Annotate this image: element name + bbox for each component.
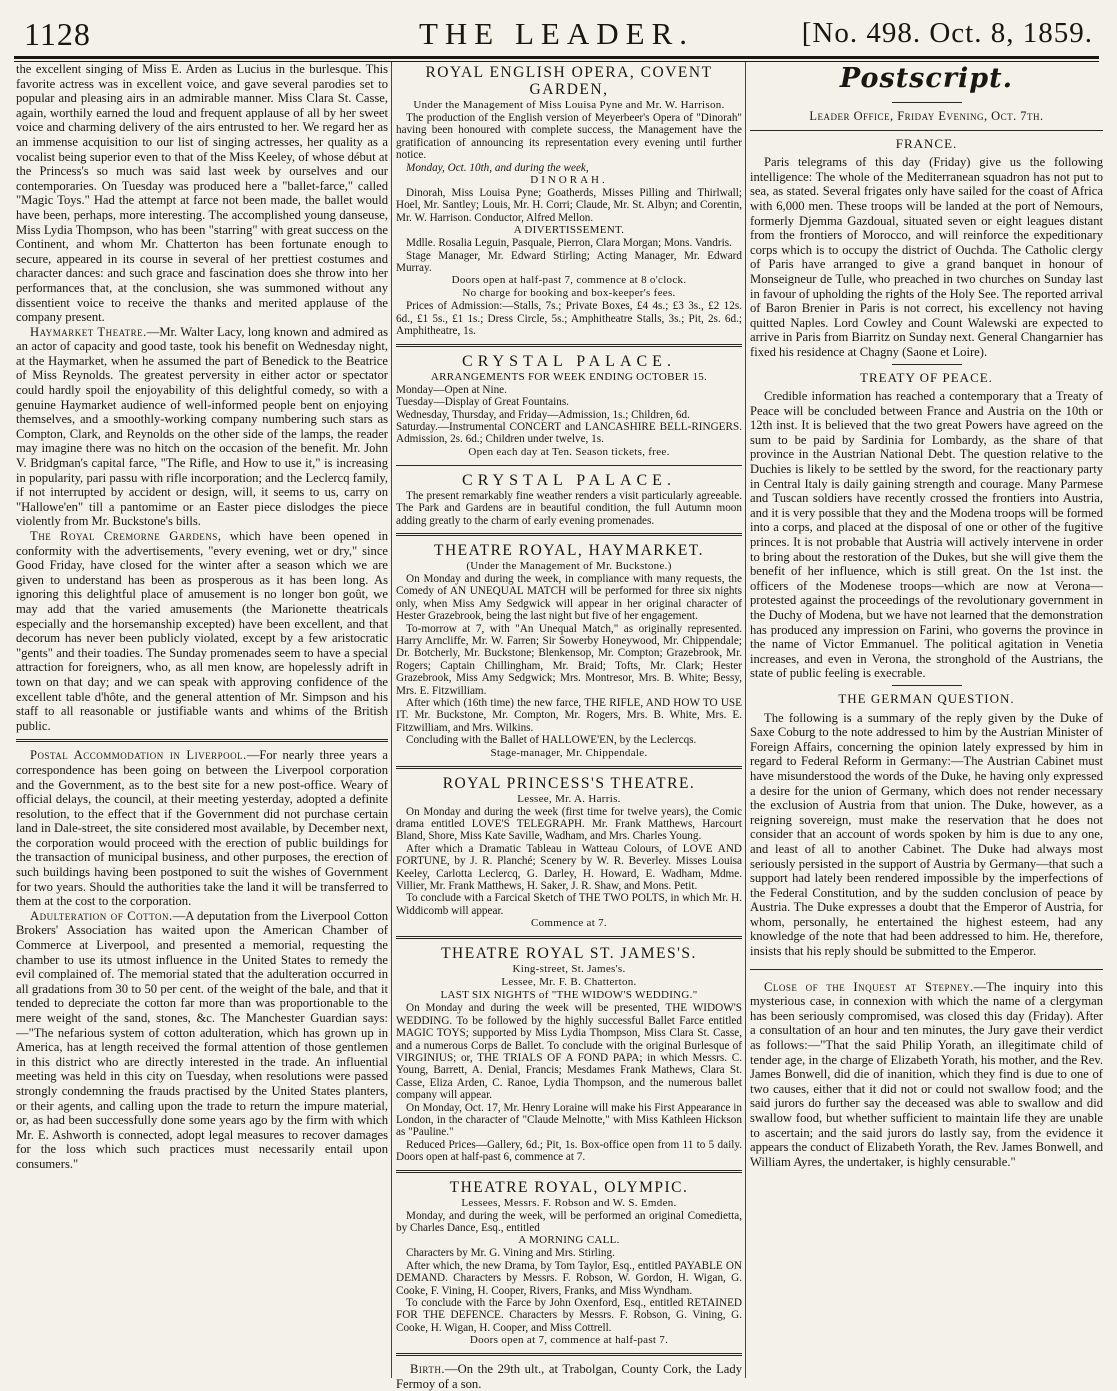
ad-rule [396,533,742,536]
ad-title: THEATRE ROYAL, OLYMPIC. [449,1178,689,1196]
ad-text: To-morrow at 7, with "An Unequal Match," as originally represented. Harry Arncliffe, Mr. W. Farren; Sir Sowerby Honeywood, Mr. Chippendale; Dr. Botcherly, Mr. Buckstone; Blenkensop, Mr. Compton; Grazebrook, Mr. Rogers; Captain Chillingham, Mr. Braid; Tofts, Mr. Clark; Hester Grazebrook, Miss Amy Sedgwick; Mrs. Montresor, Mrs. B. White; Bessy, Mrs. E. Fitzwilliam. [396,622,742,697]
article-text: —Mr. Walter Lacy, long known and admired as an actor of capacity and good taste, took his benefit on Wednesday night, at the Haymarket, when he assumed the part of Benedick to the Beatrice of Miss Reynolds. The greatest perversity in either actor or spectator could hardly spoil the enjoyability of this delightful comedy, so with a genuine Haymarket audience of well-informed people bent on enjoying themselves, and a smoothly-working company numbering such stars as Compton, Clark, and Reynolds on the other side of the lamps, the reader may imagine there was no hitch on the occasion of the benefit. Mr. John V. Bridgman's capital farce, "The Rifle, and How to use it," is increasing in popularity, pari passu with rifle incorporation; and the Leclercq family, if not interrupted by accident or design, will, it seems to us, carry on "Hallowe'en" till a pantomime or an Easter piece dislodges the piece violently from Mr. Buckstone's bills. [16,324,388,529]
article-text: which have been opened in conformity with the advertisements, "every evening, wet or dry," since Good Friday, have closed for the winter after a season which we are given to understand has been as prosperous as it has been long. As ignoring this delightful place of amusement is no longer bon goût, we may add that the varied amusements (the Marionette theatricals especially and the horsemanship excepted) have been excellent, and that decorum has never been publicly violated, except by a few aristocratic "gents" and their toadies. The Sunday promenades seem to have a special attraction for foreigners, who, as all men know, are hopelessly adrift in town on that day; and we can speak with approving confidence of the excellent table d'hôte, and the general attention of Mr. Simpson and his staff to all reasonable or justifiable wants and whims of the British public. [16,529,388,733]
article-paragraph [16,325,388,529]
article-paragraph: Credible information has reached a contemporary that a Treaty of Peace will be concluded between France and Austria on the 10th or 12th inst. It is believed that the two great Powers have agreed on the sum to be paid by Sardinia for Lombardy, as the share of that province in the Austrian National Debt. The question relative to the Duchies is likely to be settled by the sword, for the reactionary party in Central Italy is daily gaining strength and courage. Many Parmese and Tuscan soldiers have recently crossed the frontiers into Austria, and it is very possible that they and the Modena troops will be formed into a corps, and placed at the disposal of one or other of the fugitive princes. It is not probable that Austria will actively intervene in order to bring about the restoration of the Dukes, but she will give them the benefit of her influence, which is still great. On the 1st inst. the officers of the Modenese troops—which are now at Verona—protested against the proceedings of the revolutionary government in the Duchy of Modena, but we have not learned that the demonstration has produced any impression on Farini, who governs the province in the name of Victor Emmanuel. The political agitation in Venetia increases, and even in Verona, the stronghold of the Austrians, the state of public feeling is execrable. [750,389,1103,681]
article-lead: The Royal Cremorne Gardens, [30,529,222,543]
birth-notice [396,1362,742,1391]
article-paragraph [750,980,1103,1170]
ad-text: To conclude with a Farcical Sketch of THE TWO POLTS, in which Mr. H. Widdicomb will appear. [396,892,742,917]
article-paragraph: The following is a summary of the reply given by the Duke of Saxe Coburg to the note addressed to him by the Austrian Minister of Foreign Affairs, concerning the opinion lately expressed by him in regard to Federal Reform in Germany:—The Austrian Cabinet must have misunderstood the words of the Duke, he having only expressed a desire for the union of Germany, which does not render necessary the exclusion of Austria from that union. The Duke, however, as a reigning sovereign, must make the reservation that he does not consider that an account of words spoken by him is due to any one, and least of all to another Cabinet. The Duke had always most seriously persisted in the support of Austria by Germany—that such a support had lately been rendered impossible by the imperfections of the Federal Constitution, and by the sudden conclusion of peace by Austria. The Duke expresses a doubt that the Emperor of Austria, for whom, personally, he entertained the highest esteem, had any knowledge of the note that had been addressed to him. He, therefore, insists that his reply should be submitted to the Emperor. [750,710,1103,959]
ad-rule [396,344,742,347]
ad-rule [396,1170,742,1173]
ad-text: After which a Dramatic Tableau in Watteau Colours, of LOVE AND FORTUNE, by J. R. Planché; Scenery by W. R. Beverley. Misses Louisa Keeley, Carlotta Leclercq, G. Darley, H. Howard, E. Wadham, Mdme. Villier, Mr. Frank Matthews, H. Saker, J. R. Shaw, and Mons. Petit. [396,842,742,893]
article-paragraph [16,529,388,733]
column-middle [396,62,742,1391]
ad-title: ROYAL PRINCESS'S THEATRE. [442,774,696,792]
ad-title: ROYAL ENGLISH OPERA, COVENT GARDEN, [425,64,713,98]
ad-text: Doors open at 7, commence at half-past 7. [469,1334,669,1347]
ad-subtitle: Lessee, Mr. A. Harris. [517,792,621,805]
article-paragraph: Paris telegrams of this day (Friday) give us the following intelligence: The whole of the Mediterranean squadron has not put to sea, as stated. Several frigates only have sailed for the coast of Africa with 6,000 men. These troops will be landed at the port of Nemours, formerly Djemma Gazdoual, situated seven or eight leagues distant from the frontiers of Morocco, and will reinforce the expeditionary corps which is to occupy the district of Ouchda. The Catholic clergy of Paris have arranged to give a grand banquet in honour of Monseigneur de Tulle, who preached in two churches on Sunday last in favour of upholding the rights of the Holy See. The reported arrival of Baron Brenier in Paris is not correct, his excellency not having quitted Naples. Lord Cowley and Count Walewski are expected to arrive in Paris from Biarritz on Sunday next. General Changarnier has fixed his residence at Chagny (Saone et Loire). [750,155,1103,359]
ad-text: On Monday and during the week will be presented, THE WIDOW'S WEDDING. To be followed by the highly successful Ballet Farce entitled MAGIC TOYS; supported by Miss Lydia Thompson, Miss Clara St. Casse, and a numerous Corps de Ballet. To conclude with the original Burlesque of VIRGINIUS; or, THE TRIALS OF A FOND PAPA; in which Messrs. C. Young, Barrett, A. Denial, Francis; Mesdames Frank Mathews, Clara St. Casse, Eliza Arden, C. Ranoe, Lydia Thompson, and the numerous ballet company will appear. [396,1002,742,1102]
section-rule [892,364,962,365]
ad-text: Monday, Oct. 10th, and during the week, [406,161,589,174]
ad-text: Prices of Admission:—Stalls, 7s.; Private Boxes, £4 4s.; £3 3s., £2 12s. 6d., £1 5s., £1 1s.; Dress Circle, 5s.; Amphitheatre Stalls, 3s.; Pit, 2s. 6d.; Amphitheatre, 1s. [396,300,742,338]
ad-text: On Monday, Oct. 17, Mr. Henry Loraine will make his First Appearance in London, in the character of "Claude Melnotte," with Miss Kathleen Hickson as "Pauline." [396,1101,742,1139]
ad-rule [396,766,742,769]
paper-title: THE LEADER. [418,16,695,51]
column-divider [391,62,392,1378]
ad-subtitle: Under the Management of Miss Louisa Pyne and Mr. W. Harrison. [413,99,725,111]
ad-text: The production of the English version of Meyerbeer's Opera of "Dinorah" having been honoured with complete success, the Management have the gratification of announcing its representation every evening until further notice. [396,112,742,162]
article-paragraph: the excellent singing of Miss E. Arden as Lucius in the burlesque. This favorite actress was in excellent voice, and gave several parodies set to popular and pleasing airs in an admirable manner. Miss Clara St. Casse, again, worthily earned the loud and frequent applause of all by her sweet voice and charming delivery of the airs entrusted to her. We regard her as an immense acquisition to our list of singing actresses, her quality as a vocalist being superior even to that of the Miss Keeley, of whose début at the Princess's so much was said last week by ourselves and our contemporaries. On Tuesday was produced here a "ballet-farce," called "Magic Toys." Had the attempt at farce not been made, the ballet would have been, perhaps, more interesting. The accomplished young danseuse, Miss Lydia Thompson, who has been "starring" with great success on the Continent, and whom Mr. Chatterton has been fortunate enough to secure, appeared in its course in several of her prettiest costumes and character dances: and such grace and fascination does she throw into her performances that, at the conclusion, she was summoned without any dissentient voice to receive the thanks and merited applause of the company present. [16,62,388,325]
masthead-rule [14,56,1099,59]
section-rule [750,130,1103,131]
ad-subtitle: Lessees, Messrs. F. Robson and W. S. Emden. [461,1196,677,1209]
ad-rule [396,465,742,466]
ad-text: Concluding with the Ballet of HALLOWE'EN, by the Leclercqs. [406,734,697,747]
ad-text: On Monday and during the week (first time for twelve years), the Comic drama entitled LOVE'S TELEGRAPH. Mr. Frank Matthews, Harcourt Bland, Shore, Miss Kate Saville, Wadham, and Mrs. Charles Young. [396,805,742,843]
ad-rule [396,936,742,939]
ad-heading: A MORNING CALL. [518,1234,620,1247]
ad-text: Wednesday, Thursday, and Friday—Admission, 1s.; Children, 6d. [396,408,690,421]
ad-text: Monday—Open at Nine. [396,383,507,396]
dateline: Leader Office, Friday Evening, Oct. 7th. [809,109,1044,123]
ad-text: Monday, and during the week, will be performed an original Comedietta, by Charles Dance, Esq., entitled [396,1209,742,1234]
column-divider [745,62,746,1378]
issue-date: [No. 498. Oct. 8, 1859. [801,17,1093,49]
article-lead: Haymarket Theatre. [30,324,147,339]
ad-subtitle: King-street, St. James's. [512,963,626,976]
ad-heading: LAST SIX NIGHTS of "THE WIDOW'S WEDDING." [440,989,698,1002]
section-heading: THE GERMAN QUESTION. [838,690,1015,706]
section-heading: FRANCE. [895,135,958,151]
article-paragraph [16,909,388,1172]
ad-text: Stage Manager, Mr. Edward Stirling; Acting Manager, Mr. Edward Murray. [396,249,742,275]
ad-title: THEATRE ROYAL, HAYMARKET. [434,541,704,559]
article-paragraph [16,748,388,909]
section-heading: TREATY OF PEACE. [860,369,993,385]
ad-text: No charge for booking and box-keeper's fees. [462,287,676,300]
ad-text: Commence at 7. [531,917,607,930]
column-right [750,62,1103,1380]
ad-title: CRYSTAL PALACE. [462,471,676,489]
title-rule [892,102,962,103]
ad-text: After which, the new Drama, by Tom Taylor, Esq., entitled PAYABLE ON DEMAND. Characters by Messrs. F. Robson, W. Gordon, H. Wigan, G. Cooke, F. Vining, H. Cooper, Rivers, Franks, and Miss Wyndham. [396,1259,742,1297]
ad-text: Reduced Prices—Gallery, 6d.; Pit, 1s. Box-office open from 11 to 5 daily. Doors open at half-past 6, commence at 7. [396,1138,742,1164]
ad-text: Open each day at Ten. Season tickets, free. [468,445,670,458]
page-number: 1128 [24,16,91,52]
article-text: —For nearly three years a correspondence has been going on between the Liverpool corporation and the Government, as to the best site for a new post-office. Weary of official delays, the council, at their meeting yesterday, adopted a definite resolution, to the effect that if the Government did not purchase certain land in Dale-street, the site considered most available, by December next, the corporation would proceed with the erection of public buildings for the transaction of municipal business, and other purposes, the erection of such buildings having been postponed to suit the wishes of Government for two years. Should the authorities take the land it will be transferred to them at the cost to the corporation. [16,748,388,909]
ad-title: THEATRE ROYAL ST. JAMES'S. [441,945,697,963]
column-left [16,62,388,1380]
birth-text: —On the 29th ult., at Trabolgan, County Cork, the Lady Fermoy of a son. [396,1362,742,1391]
section-rule [892,685,962,686]
ad-subtitle: (Under the Management of Mr. Buckstone.) [466,559,672,572]
ad-text: Mdlle. Rosalia Leguin, Pasquale, Pierron, Clara Morgan; Mons. Vandris. [406,237,732,250]
ad-subtitle: Lessee, Mr. F. B. Chatterton. [501,976,637,989]
birth-lead: Birth. [410,1362,446,1377]
ad-text: After which (16th time) the new farce, THE RIFLE, AND HOW TO USE IT. Mr. Buckstone, Mr. Compton, Mr. Rogers, Mrs. B. White, Mrs. E. Fitzwilliam, and Mrs. Wilkins. [396,697,742,734]
ad-text: Characters by Mr. G. Vining and Mrs. Stirling. [406,1247,615,1260]
ad-heading: DINORAH. [530,174,608,187]
article-text: —A deputation from the Liverpool Cotton Brokers' Association has waited upon the American Chamber of Commerce at Liverpool, and presented a memorial, requesting the chamber to use its utmost influence in the United States to remedy the evil complained of. The memorial stated that the adulteration occurred in all gradations from 30 to 50 per cent. of the weight of the bale, and that it tended to depreciate the cotton far more than was proportionable to the mere weight of the sand, stones, &c. The Manchester Guardian says:—"The nefarious system of cotton adulteration, which has grown up in America, has at length received the formal attention of those gentlemen in this district who are directly interested in the trade. An influential meeting was held in this city on Tuesday, when resolutions were passed strongly condemning the frauds practised by the United States planters, or their agents, and calling upon the trade to return the impure material, or, as had been successfully done some years ago by the firm with which Mr. E. Ashworth is connected, adopt legal measures to recover damages for the loss which such practices must necessarily entail upon consumers." [16,908,388,1171]
ad-title: CRYSTAL PALACE. [462,352,676,370]
ad-text: The present remarkably fine weather renders a visit particularly agreeable. The Park and Gardens are in beautiful condition, the full Autumn moon adding greatly to the charm of early evening promenades. [396,489,742,527]
article-text: —The inquiry into this mysterious case, in connexion with which the name of a clergyman has been seriously compromised, was closed this day (Friday). After a consultation of an hour and ten minutes, the Jury gave their verdict as follows:—"That the said Philip Yorath, an illegitimate child of tender age, in the charge of Elizabeth Yorath, his mother, and the Rev. James Bonwell, did die of inanition, which they find is due to one of two causes, either that it did not or could not swallow food; and the said jurors do further say the deceased was able to swallow and did swallow food, but whether sufficient to maintain life they are unable to ascertain; and the said jurors do lastly say, from the evidence it appears the conduct of Elizabeth Yorath, the Rev. James Bonwell, and William Ayres, the undertaker, is highly censurable." [750,979,1103,1169]
ad-rule [396,1353,742,1356]
ad-text: On Monday and during the week, in compliance with many requests, the Comedy of AN UNEQUAL MATCH will be performed for three six nights only, when Miss Amy Sedgwick will appear in her original character of Hester Grazebrook, being the last night but five of her engagement. [396,572,742,623]
ad-text: Saturday.—Instrumental CONCERT and LANCASHIRE BELL-RINGERS. Admission, 2s. 6d.; Children under twelve, 1s. [396,420,742,446]
ad-text: Dinorah, Miss Louisa Pyne; Goatherds, Misses Pilling and Thirlwall; Hoel, Mr. Santley; Louis, Mr. H. Corri; Claude, Mr. St. Albyn; and Corentin, Mr. W. Harrison. Conductor, Alfred Mellon. [396,187,742,224]
ad-heading: A DIVERTISSEMENT. [513,224,625,237]
masthead [14,8,1099,54]
article-lead: Adulteration of Cotton. [30,908,173,923]
section-rule [750,969,1103,970]
postscript-title: Postscript. [839,63,1014,94]
ad-subtitle: ARRANGEMENTS FOR WEEK ENDING OCTOBER 15. [430,370,708,383]
article-lead: Close of the Inquest at Stepney. [764,979,974,994]
section-rule [16,739,388,742]
article-lead: Postal Accommodation in Liverpool. [30,748,247,763]
ad-text: Stage-manager, Mr. Chippendale. [490,746,648,759]
ad-text: Tuesday—Display of Great Fountains. [396,396,569,409]
ad-text: Doors open at half-past 7, commence at 8 o'clock. [451,274,687,287]
ad-text: To conclude with the Farce by John Oxenford, Esq., entitled RETAINED FOR THE DEFENCE. Characters by Messrs. F. Robson, G. Vining, G. Cooke, H. Wigan, H. Cooper, and Miss Cottrell. [396,1297,742,1334]
